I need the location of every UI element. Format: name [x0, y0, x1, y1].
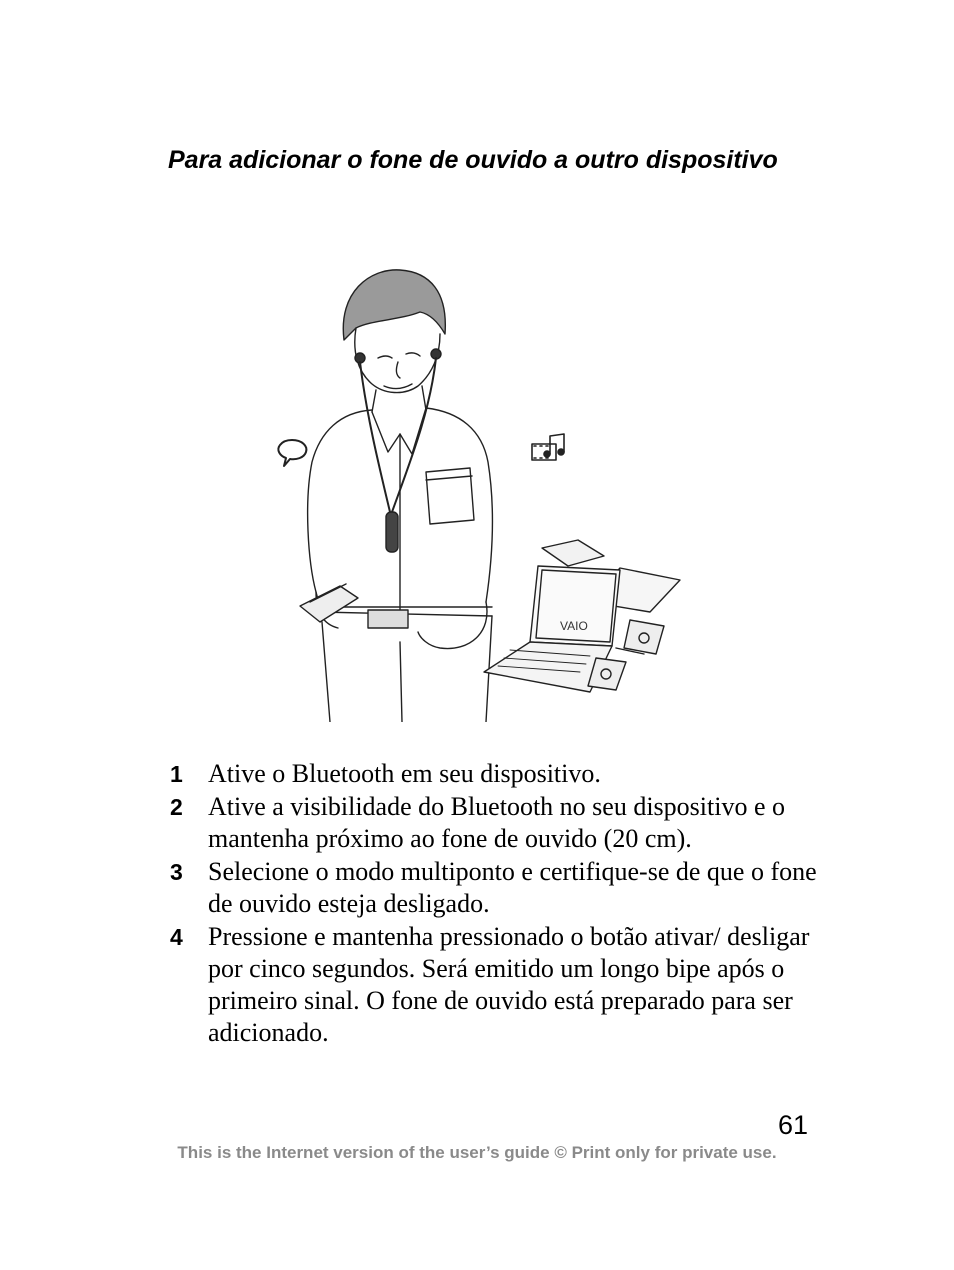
phone — [300, 586, 358, 622]
step-text: Pressione e mantenha pressionado o botão ativar/ desligar por cinco segundos. Será emitido um longo bipe após o primeiro sinal. O fone de ouvido está preparado para ser adicionado. — [208, 922, 810, 1047]
step-item — [170, 921, 830, 1049]
man-hair — [343, 270, 445, 340]
page-number: 61 — [777, 1110, 808, 1140]
step-number: 3 — [170, 859, 183, 885]
step-item — [170, 856, 830, 920]
instruction-steps — [170, 758, 830, 1050]
step-number: 2 — [170, 794, 183, 820]
step-text: Ative o Bluetooth em seu dispositivo. — [208, 759, 601, 788]
step-text: Selecione o modo multiponto e certifique-se de que o fone de ouvido esteja desligado. — [208, 857, 817, 918]
music-film-icon — [532, 434, 564, 460]
man-face — [355, 328, 440, 393]
laptop-logo: VAIO — [560, 619, 588, 633]
step-item — [170, 791, 830, 855]
speech-bubble-icon — [278, 440, 306, 466]
headset-illustration — [260, 262, 700, 722]
music-player-1 — [624, 620, 664, 654]
step-number: 4 — [170, 924, 183, 950]
section-heading: Para adicionar o fone de ouvido a outro dispositivo — [168, 146, 778, 174]
step-number: 1 — [170, 761, 183, 787]
step-item — [170, 758, 830, 790]
pda-device — [542, 540, 604, 566]
step-text: Ative a visibilidade do Bluetooth no seu dispositivo e o mantenha próximo ao fone de ouvido (20 cm). — [208, 792, 786, 853]
footer-notice: This is the Internet version of the user’s guide © Print only for private use. — [177, 1143, 777, 1162]
headset-cord — [360, 358, 436, 512]
